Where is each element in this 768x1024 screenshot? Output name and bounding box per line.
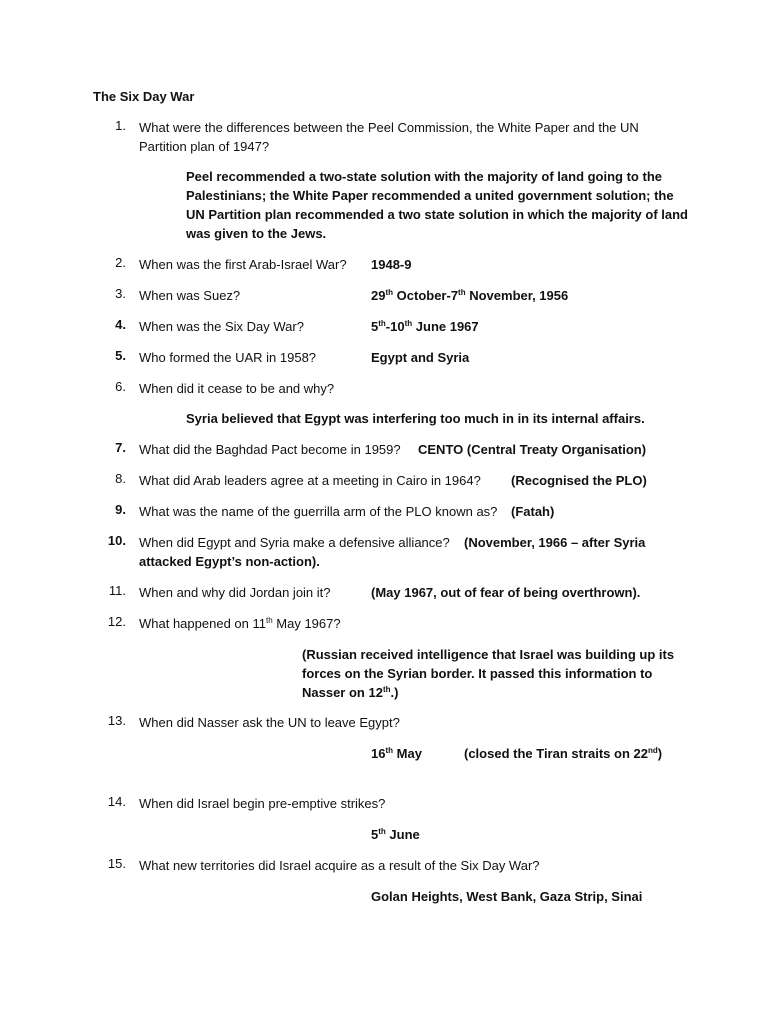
question-number: 14. bbox=[107, 794, 126, 809]
answer-text: CENTO (Central Treaty Organisation) bbox=[418, 442, 647, 457]
answer-note: (closed the Tiran straits on 22nd) bbox=[464, 746, 663, 761]
answer-text: 29th October-7th November, 1956 bbox=[371, 288, 569, 303]
answer-text: Egypt and Syria bbox=[371, 350, 470, 365]
page-title: The Six Day War bbox=[93, 89, 195, 104]
answer-text: (Fatah) bbox=[511, 504, 555, 519]
answer-text: Syria believed that Egypt was interfering too much in in its internal affairs. bbox=[186, 411, 645, 426]
question-text: What did Arab leaders agree at a meeting in Cairo in 1964? bbox=[139, 473, 481, 488]
question-number: 12. bbox=[107, 614, 126, 629]
answer-text: 1948-9 bbox=[371, 257, 412, 272]
answer-text: (November, 1966 – after Syria bbox=[464, 535, 646, 550]
answer-line: (Russian received intelligence that Israel was building up its bbox=[302, 647, 675, 662]
question-text: What was the name of the guerrilla arm of the PLO known as? bbox=[139, 504, 498, 519]
answer-text: 16th May bbox=[371, 746, 422, 761]
question-number: 7. bbox=[115, 440, 126, 455]
answer-line: forces on the Syrian border. It passed this information to bbox=[302, 666, 653, 681]
question-text: What happened on 11th May 1967? bbox=[139, 616, 341, 631]
question-text-cont: Partition plan of 1947? bbox=[139, 139, 270, 154]
question-number: 1. bbox=[115, 118, 126, 133]
answer-text: Golan Heights, West Bank, Gaza Strip, Sinai bbox=[371, 889, 643, 904]
answer-text: 5th June bbox=[371, 827, 420, 842]
question-text: What were the differences between the Peel Commission, the White Paper and the UN bbox=[139, 120, 639, 135]
answer-text-cont: attacked Egypt’s non-action). bbox=[139, 554, 320, 569]
question-number: 3. bbox=[115, 286, 126, 301]
answer-line: Peel recommended a two-state solution with the majority of land going to the bbox=[186, 169, 662, 184]
answer-text: (May 1967, out of fear of being overthrown). bbox=[371, 585, 641, 600]
question-number: 10. bbox=[107, 533, 126, 548]
answer-line: Nasser on 12th.) bbox=[302, 685, 399, 700]
question-text: What new territories did Israel acquire as a result of the Six Day War? bbox=[139, 858, 540, 873]
answer-text: (Recognised the PLO) bbox=[511, 473, 647, 488]
question-text: When was the first Arab-Israel War? bbox=[139, 257, 347, 272]
question-number: 8. bbox=[115, 471, 126, 486]
question-number: 9. bbox=[115, 502, 126, 517]
question-text: When was Suez? bbox=[139, 288, 241, 303]
question-text: What did the Baghdad Pact become in 1959? bbox=[139, 442, 401, 457]
question-text: When was the Six Day War? bbox=[139, 319, 304, 334]
question-number: 2. bbox=[115, 255, 126, 270]
question-number: 11. bbox=[108, 583, 126, 598]
answer-line: Palestinians; the White Paper recommended a united government solution; the bbox=[186, 188, 674, 203]
question-number: 5. bbox=[115, 348, 126, 363]
question-number: 6. bbox=[115, 379, 126, 394]
question-text: When did it cease to be and why? bbox=[139, 381, 335, 396]
question-text: Who formed the UAR in 1958? bbox=[139, 350, 317, 365]
answer-line: UN Partition plan recommended a two state solution in which the majority of land bbox=[186, 207, 688, 222]
answer-line: was given to the Jews. bbox=[186, 226, 327, 241]
question-number: 15. bbox=[107, 856, 126, 871]
answer-text: 5th-10th June 1967 bbox=[371, 319, 479, 334]
question-text: When did Israel begin pre-emptive strikes? bbox=[139, 796, 386, 811]
question-number: 4. bbox=[115, 317, 126, 332]
question-text: When did Nasser ask the UN to leave Egypt? bbox=[139, 715, 400, 730]
question-text: When and why did Jordan join it? bbox=[139, 585, 331, 600]
question-text: When did Egypt and Syria make a defensive alliance? bbox=[139, 535, 450, 550]
question-number: 13. bbox=[107, 713, 126, 728]
